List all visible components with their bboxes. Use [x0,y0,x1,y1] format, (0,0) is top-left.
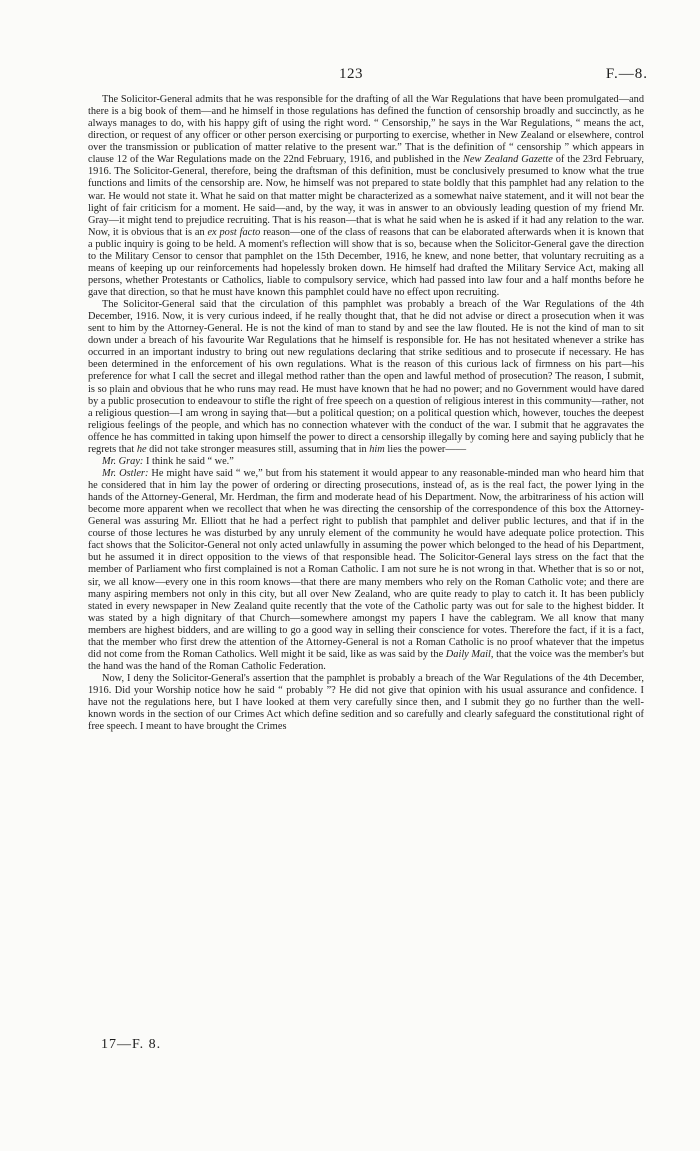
paragraph: The Solicitor-General admits that he was responsible for the drafting of all the War Regulations that have been promulgated—and there is a big book of them—and he himself in those regulations has defined the function of censorship broadly and succinctly, as he always manages to do, with his happy gift of using the right word. “ Censorship,” he says in the War Regulations, “ means the act, direction, or request of any officer or other person exercising or purporting to exercise, whether in New Zealand or elsewhere, control over the transmission or publication of matter relative to the present war.” That is the definition of “ censorship ” which appears in clause 12 of the War Regulations made on the 22nd February, 1916, and published in the New Zealand Gazette of the 23rd February, 1916. The Solicitor-General, therefore, being the draftsman of this definition, must be conclusively presumed to know what the true functions and limits of the censorship are. Now, he himself was not prepared to state boldly that this pamphlet had any relation to the war. He would not state it. What he said on that matter might be characterized as a somewhat naive statement, and it will not bear the light of fair criticism for a moment. He said—and, by the way, it was in answer to an obviously leading question of my friend Mr. Gray—it might tend to prejudice recruiting. That is his reason—that is what he said when he is asked if it had any relation to the war. Now, it is obvious that is an ex post facto reason—one of the class of reasons that can be elaborated afterwards when it is known that a public inquiry is going to be held. A moment's reflection will show that is so, because when the Solicitor-General gave the direction to the Military Censor to censor that pamphlet on the 15th December, 1916, he knew, and none better, that voluntary recruiting as a means of keeping up our reinforcements had hopelessly broken down. He himself had drafted the Military Service Act, making all persons, whether Protestants or Catholics, liable to compulsory service, which had passed into law four and a half months before he gave that direction, so that he must have known this pamphlet could have no effect upon recruiting. [88,94,644,298]
document-body [88,94,644,733]
paragraph: The Solicitor-General said that the circulation of this pamphlet was probably a breach of the War Regulations of the 4th December, 1916. Now, it is very curious indeed, if he really thought that, that he did not advise or direct a prosecution when it was sent to him by the Attorney-General. He is not the kind of man to stand by and see the law flouted. He is not the kind of man to sit down under a breach of his favourite War Regulations that he himself is responsible for. He has not hesitated whenever a strike has occurred in an important industry to bring out new regulations declaring that strike seditious and to prosecute if necessary. He has been determined in the enforcement of his own regulations. What is the reason of this curious lack of firmness on his part—his preference for what I call the secret and illegal method rather than the open and lawful method of prosecution? The reason, I submit, is so plain and obvious that he who runs may read. He must have known that he had no power; and no Government would have dared by a public prosecution to endeavour to stifle the right of free speech on a question of religious interest in this community—rather, not a religious question—I am wrong in saying that—but a political question; on a political question which, however, touches the deepest religious feelings of the people, and which has no connection whatever with the conduct of the war. I submit that he aggravates the offence he has committed in taking upon himself the power to direct a censorship illegally by coming here and saying publicly that he regrets that he did not take stronger measures still, assuming that in him lies the power—— [88,299,644,455]
paragraph: Mr. Gray: I think he said “ we.” [102,455,234,467]
signature-mark: 17—F. 8. [101,1037,162,1052]
speaker-name: Mr. Ostler: [102,467,149,479]
page-number: 123 [339,66,363,82]
document-reference: F.—8. [605,66,648,82]
paragraph: Now, I deny the Solicitor-General's assertion that the pamphlet is probably a breach of the War Regulations of the 4th December, 1916. Did your Worship notice how he said “ probably ”? He did not give that opinion with his usual assurance and confidence. I have not the regulations here, but I have looked at them very carefully since then, and I submit they go no further than the well-known words in the section of our Crimes Act which define sedition and so carefully and clearly safeguard the constitutional right of free speech. I meant to have brought the Crimes [88,673,644,733]
paragraph: Mr. Ostler: He might have said “ we,” but from his statement it would appear to any reasonable-minded man who heard him that he considered that in him lay the power of ordering or directing prosecutions, instead of, as is the real fact, the power lying in the hands of the Attorney-General, Mr. Herdman, the firm and moderate head of his Department. Now, the arbitrariness of his action will become more apparent when we recollect that when he was directing the censorship of the correspondence of this box the Attorney-General was assuring Mr. Elliott that he had a perfect right to publish that pamphlet and deliver public lectures, and that if in the course of those lectures he was disturbed by any unruly element of the community he would have adequate police protection. This fact shows that the Solicitor-General not only acted unlawfully in assuming the power which belonged to the head of his Department, but he assumed it in direct opposition to the views of that responsible head. The Solicitor-General lays stress on the fact that the member of Parliament who first complained is not a Roman Catholic. I am not sure he is not wrong in that. Whether that is so or not, sir, we all know—every one in this room knows—that there are many members who rely on the Roman Catholic vote; and there are many aspiring members not only in this city, but all over New Zealand, who are quite ready to play to catch it. It has been publicly stated in every newspaper in New Zealand quite recently that the vote of the Catholic party was out for sale to the highest bidder. It was stated by a high dignitary of that Church—somewhere amongst my papers I have the cablegram. We all know that many members are highest bidders, and are willing to go a good way in selling their conscience for votes. Therefore the fact, if it is a fact, that the member who first drew the attention of the Attorney-General is not a Roman Catholic is no proof whatever that the impetus did not come from the Roman Catholics. Well might it be said, like as was said by the Daily Mail, that the voice was the member's but the hand was the hand of the Roman Catholic Federation. [88,467,644,672]
speaker-name: Mr. Gray: [102,455,144,467]
